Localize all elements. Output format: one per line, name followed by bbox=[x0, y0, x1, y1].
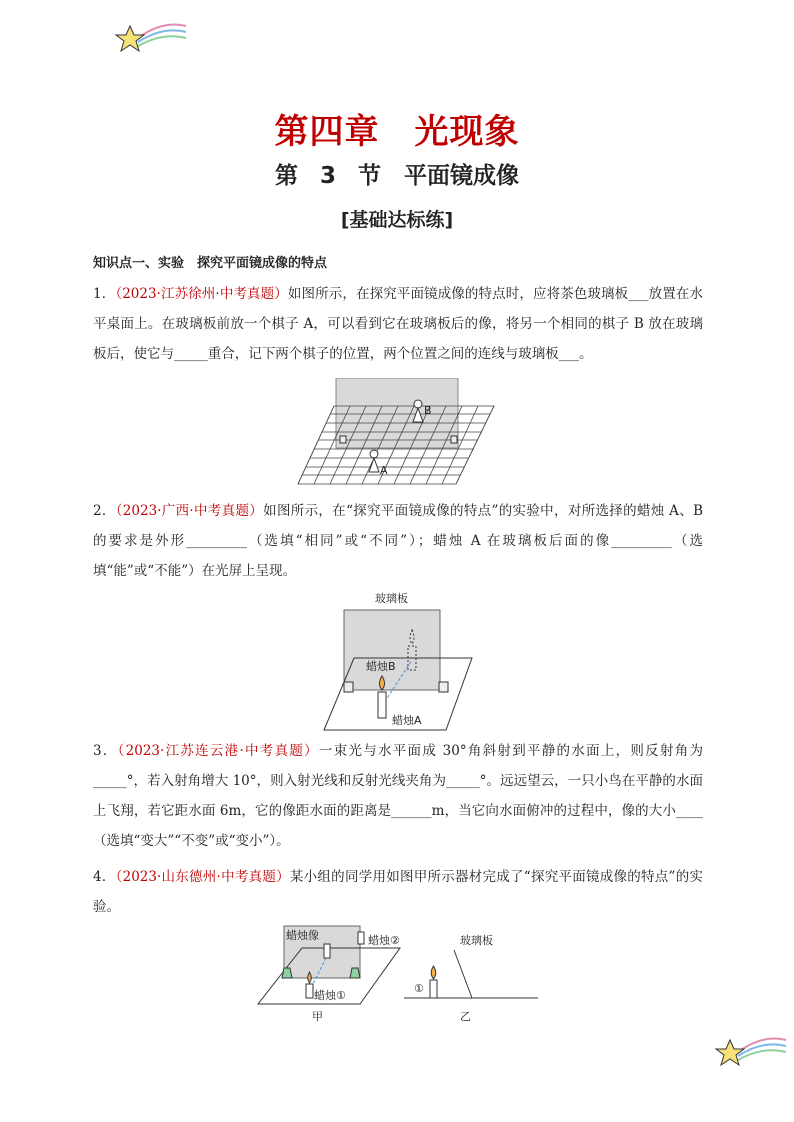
question-text: 某小组的同学用如图甲所示器材完成了“探究平面镜成像的特点”的实验。 bbox=[93, 869, 703, 915]
caption-jia: 甲 bbox=[312, 1010, 323, 1023]
candle-a-label: 蜡烛A bbox=[392, 714, 422, 727]
question-source: （2023·江苏徐州·中考真题） bbox=[115, 286, 288, 302]
question-4 bbox=[93, 862, 703, 922]
question-number: 4． bbox=[93, 869, 116, 885]
candle-2-label: 蜡烛② bbox=[368, 934, 400, 947]
candle-image bbox=[324, 944, 330, 958]
caption-yi: 乙 bbox=[460, 1010, 471, 1023]
chapter-title: 第四章 光现象 bbox=[274, 112, 520, 152]
shooting-star-icon bbox=[108, 18, 188, 58]
glass-label: 玻璃板 bbox=[460, 934, 493, 947]
section-title: 第 3 节 平面镜成像 bbox=[274, 163, 520, 189]
glass-plate bbox=[344, 610, 440, 690]
question-1 bbox=[93, 279, 703, 369]
circle-1-label: ① bbox=[414, 982, 424, 995]
candle-a bbox=[378, 676, 386, 718]
candle-1-label: 蜡烛① bbox=[314, 989, 346, 1002]
question-number: 3． bbox=[93, 743, 118, 759]
figure-experiment bbox=[254, 922, 544, 1024]
glass-label: 玻璃板 bbox=[375, 592, 408, 605]
question-number: 2． bbox=[93, 503, 116, 519]
candle-2 bbox=[358, 932, 364, 944]
shooting-star-icon bbox=[708, 1032, 788, 1072]
glass-plate-side bbox=[454, 950, 472, 998]
figure-candles bbox=[320, 588, 480, 736]
figure-chess-mirror bbox=[296, 378, 496, 488]
knowledge-point-heading: 知识点一、实验 探究平面镜成像的特点 bbox=[93, 256, 328, 271]
question-source: （2023·江苏连云港·中考真题） bbox=[117, 743, 319, 759]
exercise-tag: [基础达标练] bbox=[340, 209, 454, 231]
image-candle-label: 蜡烛像 bbox=[286, 929, 319, 942]
glass-plate bbox=[336, 378, 458, 448]
question-text: 如图所示，在“探究平面镜成像的特点”的实验中，对所选择的蜡烛 A、B 的要求是外形_________（选填“相同”或“不同”）；蜡烛 A 在玻璃板后面的像_________（选填“能”或“不能”）在光屏上呈现。 bbox=[93, 503, 703, 579]
chess-piece-a bbox=[369, 450, 379, 472]
candle-1 bbox=[306, 984, 313, 998]
question-text: 一束光与水平面成 30°角斜射到平静的水面上，则反射角为_____°，若入射角增大 10°，则入射光线和反射光线夹角为_____°。远远望云，一只小鸟在平静的水面上飞翔，若它距水面 6m，它的像距水面的距离是______m，当它向水面俯冲的过程中，像的大小____（选填“变大”“不变”或“变小”）。 bbox=[93, 743, 703, 849]
question-3 bbox=[93, 736, 703, 856]
question-text: 如图所示，在探究平面镜成像的特点时，应将茶色玻璃板___放置在水平桌面上。在玻璃板前放一个棋子 A，可以看到它在玻璃板后的像，将另一个相同的棋子 B 放在玻璃板后，使它与_____重合，记下两个棋子的位置，两个位置之间的连线与玻璃板___。 bbox=[93, 286, 703, 362]
question-source: （2023·山东德州·中考真题） bbox=[115, 869, 290, 885]
label-a: A bbox=[380, 464, 388, 477]
candle-b-label: 蜡烛B bbox=[366, 660, 396, 673]
question-2 bbox=[93, 496, 703, 586]
label-b: B bbox=[424, 404, 432, 417]
question-number: 1． bbox=[93, 286, 116, 302]
question-source: （2023·广西·中考真题） bbox=[115, 503, 264, 519]
